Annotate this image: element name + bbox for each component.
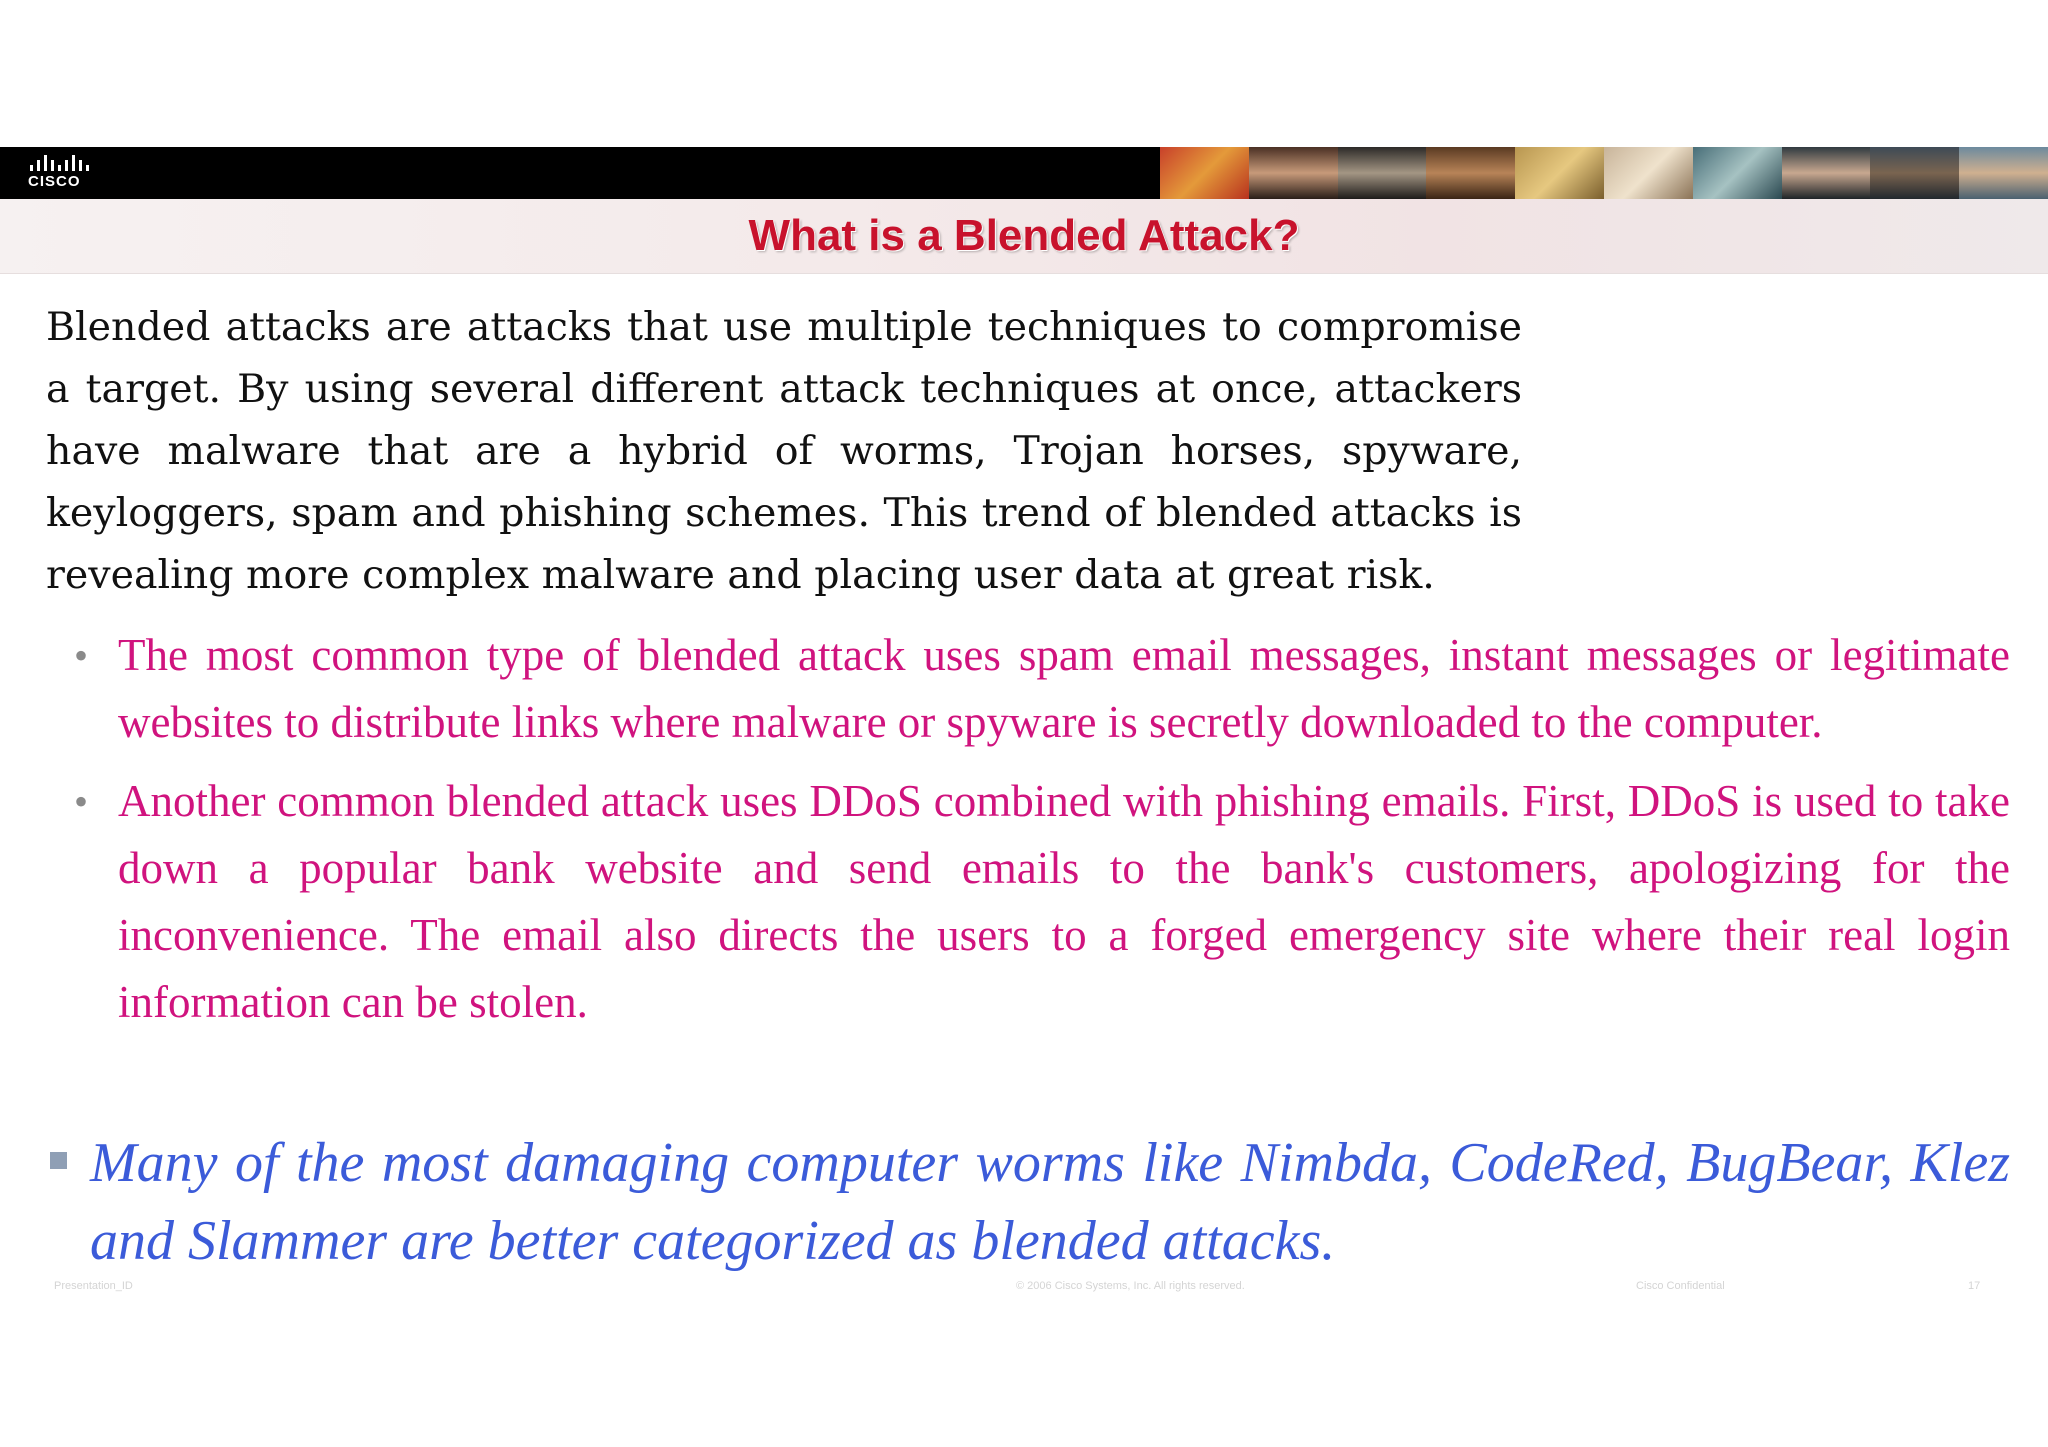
header-bar bbox=[0, 147, 2048, 199]
list-item bbox=[66, 768, 2010, 1036]
top-whitespace bbox=[0, 0, 2048, 147]
note-block bbox=[46, 1124, 2010, 1280]
cisco-bars-icon bbox=[30, 155, 118, 171]
slide-footer bbox=[0, 1280, 2048, 1300]
bullet-dot-icon: • bbox=[74, 779, 89, 824]
bullet-dot-icon: • bbox=[74, 633, 89, 678]
bullet-text: The most common type of blended attack uses spam email messages, instant messages or legitimate websites to distribute links where malware or spyware is secretly downloaded to the computer. bbox=[118, 630, 2010, 747]
footer-page-number: 17 bbox=[1968, 1280, 1981, 1292]
footer-presentation-id: Presentation_ID bbox=[54, 1280, 133, 1292]
footer-copyright: © 2006 Cisco Systems, Inc. All rights reserved. bbox=[1016, 1280, 1245, 1292]
square-bullet-icon bbox=[50, 1152, 67, 1169]
footer-confidential: Cisco Confidential bbox=[1636, 1280, 1725, 1292]
note-text: Many of the most damaging computer worms like Nimbda, CodeRed, BugBear, Klez and Slammer are better categorized as blended attacks. bbox=[90, 1132, 2010, 1272]
cisco-logo bbox=[28, 155, 118, 191]
bullet-text: Another common blended attack uses DDoS combined with phishing emails. First, DDoS is used to take down a popular bank website and send emails to the bank's customers, apologizing for the inconvenience. The email also directs the users to a forged emergency site where their real login information can be stolen. bbox=[118, 776, 2010, 1027]
list-item bbox=[66, 622, 2010, 756]
bullet-list bbox=[66, 622, 2010, 1048]
title-band bbox=[0, 199, 2048, 274]
intro-paragraph: Blended attacks are attacks that use multiple techniques to compromise a target. By using several different attack techniques at once, attackers have malware that are a hybrid of worms, Trojan horses, spyware, keyloggers, spam and phishing schemes. This trend of blended attacks is revealing more complex malware and placing user data at great risk. bbox=[46, 304, 1522, 598]
header-photo-strip bbox=[1160, 147, 2048, 199]
cisco-logo-text: CISCO bbox=[28, 173, 81, 190]
slide-title: What is a Blended Attack? bbox=[748, 211, 1300, 260]
